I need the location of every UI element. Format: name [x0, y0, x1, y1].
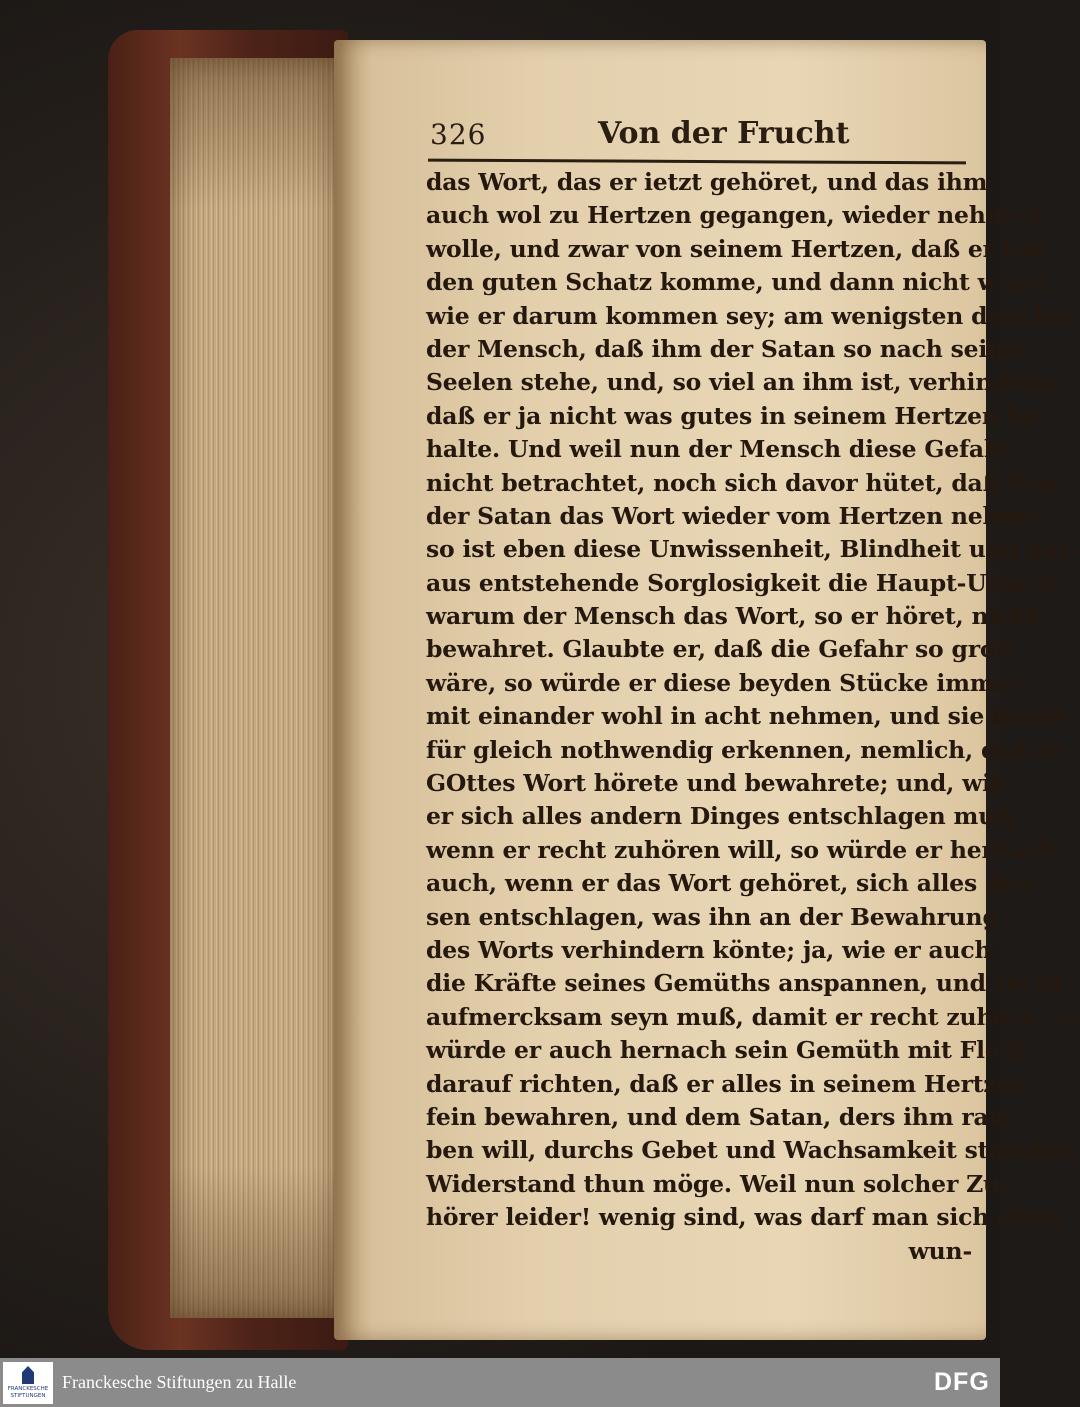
text-line: für gleich nothwendig erkennen, nemlich, daß er — [426, 735, 1065, 764]
text-line: nicht betrachtet, noch sich davor hütet, daß ihm — [426, 468, 1059, 497]
text-line: fein bewahren, und dem Satan, ders ihm rau- — [426, 1102, 1015, 1131]
text-line: Widerstand thun möge. Weil nun solcher Zu- — [426, 1169, 1010, 1198]
text-line: auch wol zu Hertzen gegangen, wieder nehmen — [426, 201, 1042, 230]
page-header — [430, 110, 970, 160]
catchword: wun- — [908, 1236, 972, 1265]
text-line: warum der Mensch das Wort, so er höret, nicht — [426, 602, 1039, 631]
text-line: halte. Und weil nun der Mensch diese Gefahr — [426, 435, 1013, 464]
text-line: das Wort, das er ietzt gehöret, und das ihm — [426, 168, 988, 196]
institution-name: Franckesche Stiftungen zu Halle — [62, 1372, 297, 1392]
text-line: den guten Schatz komme, und dann nicht wisse, — [426, 268, 1056, 297]
text-line: die Kräfte seines Gemüths anspannen, und recht — [426, 969, 1063, 998]
text-line: hörer leider! wenig sind, was darf man sich denn — [426, 1203, 1062, 1232]
text-line: wie er darum kommen sey; am wenigsten dencket — [426, 301, 1075, 330]
page-edges — [170, 58, 338, 1318]
text-line: aufmercksam seyn muß, damit er recht zuhöre, so — [426, 1002, 1080, 1031]
text-line: wäre, so würde er diese beyden Stücke immer — [426, 668, 1022, 697]
text-line: würde er auch hernach sein Gemüth mit Fleiß — [426, 1036, 1027, 1065]
logo-text-line2: STIFTUNGEN — [10, 1393, 46, 1399]
text-line: ben will, durchs Gebet und Wachsamkeit starcken — [426, 1136, 1078, 1165]
text-line: Seelen stehe, und, so viel an ihm ist, verhindere, — [426, 368, 1059, 397]
text-line: er sich alles andern Dinges entschlagen muß, — [426, 802, 1021, 831]
dfg-logo: DFG — [934, 1368, 990, 1396]
text-line: der Mensch, daß ihm der Satan so nach seiner — [426, 334, 1031, 363]
running-head: Von der Frucht — [598, 116, 850, 151]
text-line: daß er ja nicht was gutes in seinem Hertzen be- — [426, 401, 1048, 430]
building-icon — [22, 1366, 34, 1384]
text-line: auch, wenn er das Wort gehöret, sich alles des- — [426, 869, 1039, 898]
text-line: wolle, und zwar von seinem Hertzen, daß er um — [426, 234, 1045, 263]
text-line: mit einander wohl in acht nehmen, und sie beyde — [426, 702, 1068, 731]
text-line: sen entschlagen, was ihn an der Bewahrung — [426, 902, 999, 931]
text-line: aus entstehende Sorglosigkeit die Haupt-Ursach, — [426, 568, 1066, 597]
institution-logo — [3, 1362, 53, 1404]
text-line: wenn er recht zuhören will, so würde er hernach — [426, 835, 1057, 864]
logo-text-line1: FRANCKESCHE — [7, 1386, 49, 1392]
text-line: der Satan das Wort wieder vom Hertzen nehme, — [426, 501, 1047, 530]
text-line: so ist eben diese Unwissenheit, Blindheit und dar- — [426, 535, 1080, 564]
page-number: 326 — [430, 118, 487, 151]
text-line: bewahret. Glaubte er, daß die Gefahr so groß — [426, 635, 1014, 664]
text-line: des Worts verhindern könte; ja, wie er auch — [426, 935, 992, 964]
text-line: GOttes Wort hörete und bewahrete; und, wie — [426, 769, 1006, 798]
text-line: darauf richten, daß er alles in seinem Hertzen — [426, 1069, 1029, 1098]
body-text — [426, 166, 1080, 1268]
